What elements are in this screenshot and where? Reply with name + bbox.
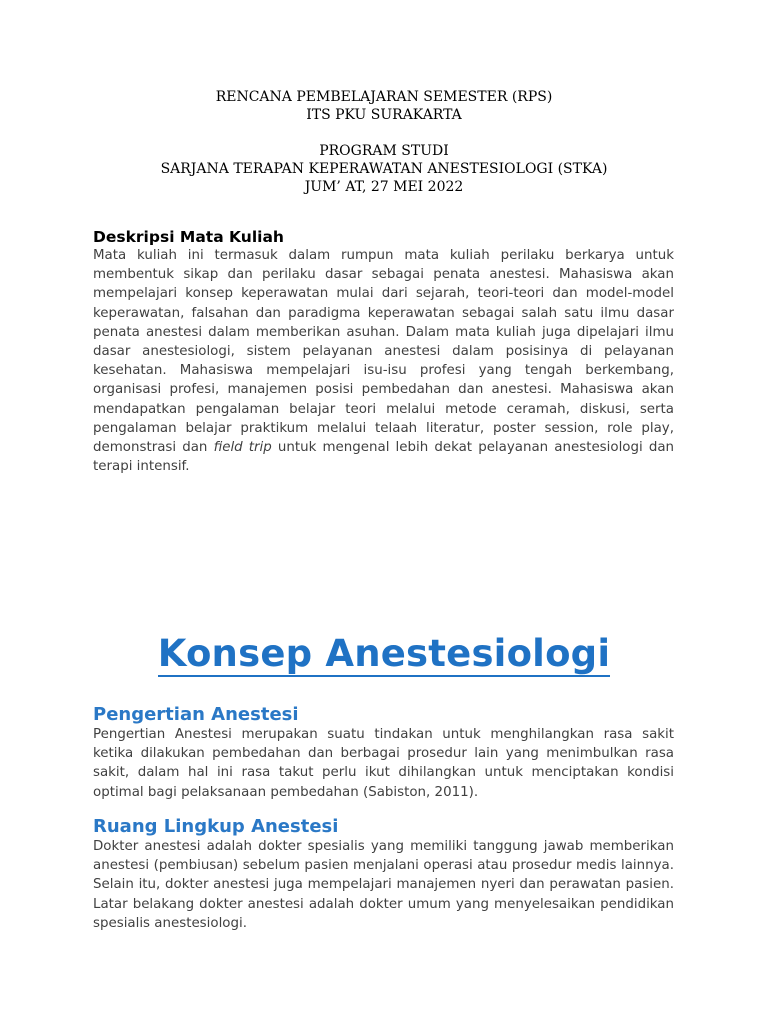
header-line-rps: RENCANA PEMBELAJARAN SEMESTER (RPS) xyxy=(215,89,553,105)
description-paragraph xyxy=(93,246,674,476)
section-heading-scope: Ruang Lingkup Anestesi xyxy=(93,816,339,837)
section-paragraph-definition: Pengertian Anestesi merupakan suatu tindakan untuk menghilangkan rasa sakit ketika dilakukan pembedahan dan berbagai prosedur lain yang menimbulkan rasa sakit, dalam hal ini rasa takut perlu ikut dihilangkan untuk menciptakan kondisi optimal bagi pelaksanaan pembedahan (Sabiston, 2011). xyxy=(93,727,674,800)
header-line-date: JUM’ AT, 27 MEI 2022 xyxy=(304,179,464,195)
header-line-program: PROGRAM STUDI xyxy=(319,143,449,159)
field-trip-term: field trip xyxy=(213,440,272,456)
header-line-study-program: SARJANA TERAPAN KEPERAWATAN ANESTESIOLOGI (STKA) xyxy=(160,161,608,177)
header-gap xyxy=(0,124,768,142)
description-text: Mata kuliah ini termasuk dalam rumpun mata kuliah perilaku berkarya untuk membentuk sikap dan perilaku dasar sebagai penata anestesi. Mahasiswa akan mempelajari konsep keperawatan mulai dari sejarah, teori-teori dan model-model keperawatan, falsahan dan paradigma keperawatan sebagai salah satu ilmu dasar penata anestesi dalam memberikan asuhan. Dalam mata kuliah juga dipelajari ilmu dasar anestesiologi, sistem pelayanan anestesi dalam posisinya di pelayanan kesehatan. Mahasiswa mempelajari isu-isu profesi yang tengah berkembang, organisasi profesi, manajemen posisi pembedahan dan anestesi. Mahasiswa akan mendapatkan pengalaman belajar teori melalui metode ceramah, diskusi, serta pengalaman belajar praktikum melalui telaah literatur, poster session, role play, demonstrasi dan xyxy=(93,248,674,456)
section-paragraph-scope: Dokter anestesi adalah dokter spesialis yang memiliki tanggung jawab memberikan anestesi (pembiusan) sebelum pasien menjalani operasi atau prosedur medis lainnya. Selain itu, dokter anestesi juga mempelajari manajemen nyeri dan perawatan pasien. Latar belakang dokter anestesi adalah dokter umum yang menyelesaikan pendidikan spesialis anestesiologi. xyxy=(93,839,674,931)
main-title xyxy=(0,632,768,675)
description-text-end: untuk mengenal lebih dekat pelayanan anestesiologi dan terapi intensif. xyxy=(93,440,675,475)
description-heading: Deskripsi Mata Kuliah xyxy=(93,228,284,246)
document-header xyxy=(0,88,768,196)
header-line-institution: ITS PKU SURAKARTA xyxy=(306,107,462,123)
main-title-text: Konsep Anestesiologi xyxy=(157,632,611,675)
section-heading-definition: Pengertian Anestesi xyxy=(93,704,299,725)
